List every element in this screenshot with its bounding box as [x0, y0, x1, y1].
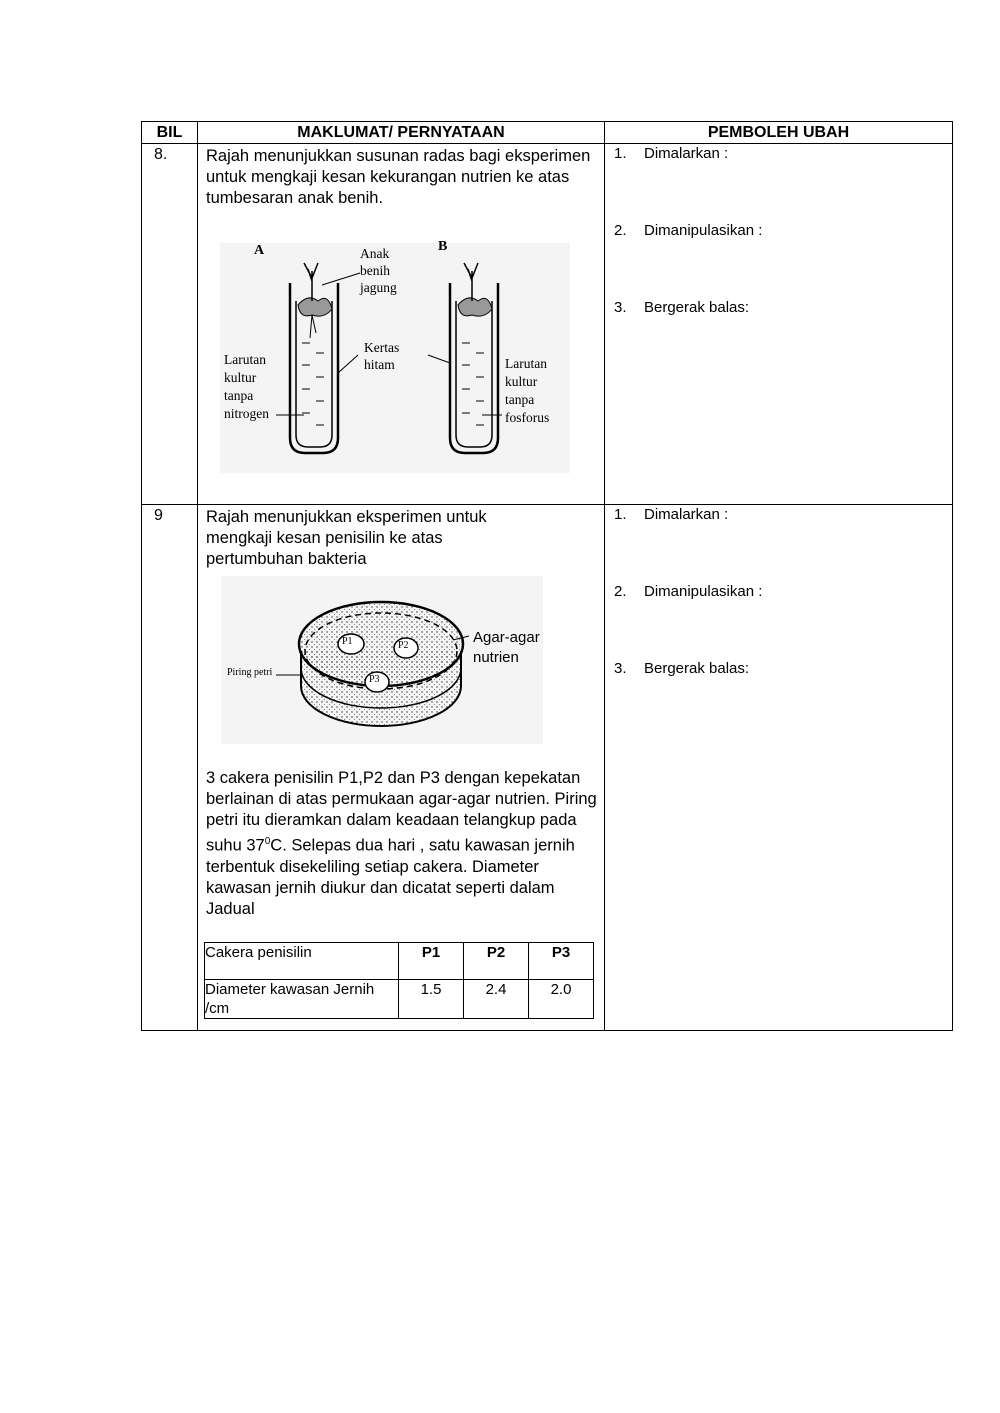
degree-superscript: 0: [264, 836, 271, 847]
results-header-row: [205, 942, 594, 979]
label-black-paper: [364, 339, 399, 373]
label-right-line: kultur: [505, 374, 538, 389]
variable-responding: 3. Bergerak balas:: [614, 660, 750, 677]
header-row: [142, 122, 953, 144]
question-cell: [198, 144, 605, 505]
question-text: Rajah menunjukkan eksperimen untuk mengkaji kesan penisilin ke atas pertumbuhan bakteria: [206, 508, 487, 568]
disc-p3: P3: [369, 674, 380, 685]
header-bil: BIL: [142, 122, 198, 144]
results-header-p3: P3: [529, 942, 594, 979]
results-row-label: Diameter kawasan Jernih /cm: [205, 979, 399, 1018]
header-pemboleh: PEMBOLEH UBAH: [605, 122, 953, 144]
question-number: 9: [142, 505, 198, 1031]
label-agar: [473, 628, 540, 668]
label-agar-line: Agar-agar: [473, 629, 540, 646]
variables-cell: [605, 144, 953, 505]
question-cell: [198, 505, 605, 1031]
seedling-apparatus-diagram: [220, 239, 570, 473]
petri-dish-diagram: [221, 576, 543, 744]
description-part-1: 3 cakera penisilin P1,P2 dan P3 dengan kepekatan berlainan di atas permukaan agar-agar nutrien. Piring petri itu dieramkan dalam keadaan telangkup pada suhu 37: [206, 769, 597, 855]
results-value-p1: 1.5: [399, 979, 464, 1018]
disc-p1: P1: [342, 636, 353, 647]
label-left-line: tanpa: [224, 388, 254, 403]
label-seedling-line: benih: [360, 263, 390, 278]
disc-p2: P2: [398, 640, 409, 651]
label-seedling: [360, 245, 397, 296]
label-right-line: tanpa: [505, 392, 535, 407]
label-left-line: kultur: [224, 370, 257, 385]
label-paper-line: Kertas: [364, 340, 400, 355]
label-left-line: Larutan: [224, 352, 266, 367]
variable-responding: 3. Bergerak balas:: [614, 299, 750, 316]
label-right-line: fosforus: [505, 410, 550, 425]
question-row-9: [142, 505, 953, 1031]
label-b: B: [438, 239, 448, 254]
label-seedling-line: jagung: [360, 280, 397, 295]
label-right-line: Larutan: [505, 356, 547, 371]
description-part-2: C. Selepas dua hari , satu kawasan jernih terbentuk disekeliling setiap cakera. Diameter kawasan jernih diukur dan dicatat seperti dalam Jadual: [206, 836, 575, 918]
header-maklumat: MAKLUMAT/ PERNYATAAN: [198, 122, 605, 144]
label-agar-line: nutrien: [473, 649, 519, 666]
label-left-solution: [224, 351, 269, 423]
question-number: 8.: [142, 144, 198, 505]
label-paper-line: hitam: [364, 357, 395, 372]
variable-manipulated: 2. Dimanipulasikan :: [614, 222, 763, 239]
label-left-line: nitrogen: [224, 406, 269, 421]
results-header-p1: P1: [399, 942, 464, 979]
results-header-p2: P2: [464, 942, 529, 979]
variables-cell: [605, 505, 953, 1031]
label-a: A: [254, 243, 265, 258]
variable-constant: 1. Dimalarkan :: [614, 145, 729, 162]
question-row-8: [142, 144, 953, 505]
label-right-solution: [505, 355, 549, 427]
results-data-row: [205, 979, 594, 1018]
variable-constant: 1. Dimalarkan :: [614, 506, 729, 523]
variable-manipulated: 2. Dimanipulasikan :: [614, 583, 763, 600]
results-value-p3: 2.0: [529, 979, 594, 1018]
label-seedling-line: Anak: [360, 246, 390, 261]
main-table: [141, 121, 953, 1031]
results-value-p2: 2.4: [464, 979, 529, 1018]
results-header-label: Cakera penisilin: [205, 942, 399, 979]
label-petri-dish: Piring petri: [227, 667, 273, 678]
question-text: Rajah menunjukkan susunan radas bagi eksperimen untuk mengkaji kesan kekurangan nutrien ke atas tumbesaran anak benih.: [206, 147, 591, 207]
experiment-description: [198, 766, 604, 920]
results-table: [204, 942, 594, 1019]
